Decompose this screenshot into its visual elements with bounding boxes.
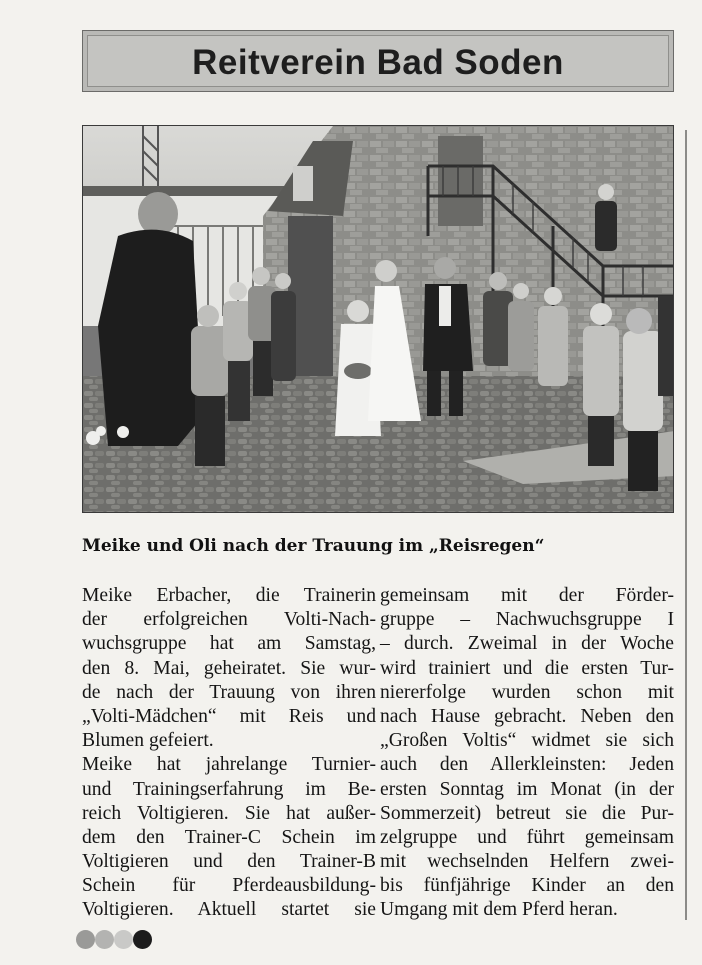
dot-icon [76, 930, 95, 949]
text-line: mit wechselnden Helfern zwei- [380, 851, 674, 873]
dot-icon [95, 930, 114, 949]
photo-caption: Meike und Oli nach der Trauung im „Reisregen“ [82, 536, 545, 556]
text-line: gruppe – Nachwuchsgruppe I [380, 609, 674, 631]
text-line: de nach der Trauung von ihren [82, 681, 376, 703]
text-line: Meike Erbacher, die Trainerin [82, 585, 376, 606]
wedding-photo [82, 125, 674, 513]
text-line: reich Voltigieren. Sie hat außer- [82, 802, 376, 824]
text-line: – durch. Zweimal in der Woche [380, 633, 674, 655]
text-line: Voltigieren. Aktuell startet sie [82, 899, 376, 921]
dot-icon [133, 930, 152, 949]
article-column-left [82, 584, 376, 923]
text-line: Meike hat jahrelange Turnier- [82, 754, 376, 776]
text-line: wuchsgruppe hat am Samstag, [82, 633, 376, 655]
text-line: und Trainingserfahrung im Be- [82, 778, 376, 800]
text-line: ersten Sonntag im Monat (in der [380, 778, 674, 800]
text-line: Voltigieren und den Trainer-B [82, 851, 376, 873]
text-line: auch den Allerkleinsten: Jeden [380, 754, 674, 776]
text-line: Schein für Pferdeausbildung- [82, 875, 376, 897]
text-line: bis fünfjährige Kinder an den [380, 875, 674, 897]
text-line: nach Hause gebracht. Neben den [380, 705, 674, 727]
text-line: der erfolgreichen Volti-Nach- [82, 609, 376, 631]
text-line: „Großen Voltis“ widmet sie sich [380, 730, 674, 752]
text-line: den 8. Mai, geheiratet. Sie wur- [82, 657, 376, 679]
text-line: niererfolge wurden schon mit [380, 681, 674, 703]
text-line: gemeinsam mit der Förder- [380, 585, 674, 606]
dot-icon [114, 930, 133, 949]
text-line: Blumen gefeiert. [82, 730, 214, 752]
text-line: zelgruppe und führt gemeinsam [380, 826, 674, 848]
text-line: dem den Trainer-C Schein im [82, 826, 376, 848]
section-header [82, 30, 674, 92]
column-rule [685, 130, 687, 920]
text-line: Umgang mit dem Pferd heran. [380, 899, 618, 921]
text-line: Sommerzeit) betreut sie die Pur- [380, 802, 674, 824]
text-line: wird trainiert und die ersten Tur- [380, 657, 674, 679]
page-decoration-dots [76, 930, 166, 950]
page-title: Reitverein Bad Soden [192, 43, 564, 82]
text-line: „Volti-Mädchen“ mit Reis und [82, 705, 376, 727]
article-column-right [380, 584, 674, 923]
